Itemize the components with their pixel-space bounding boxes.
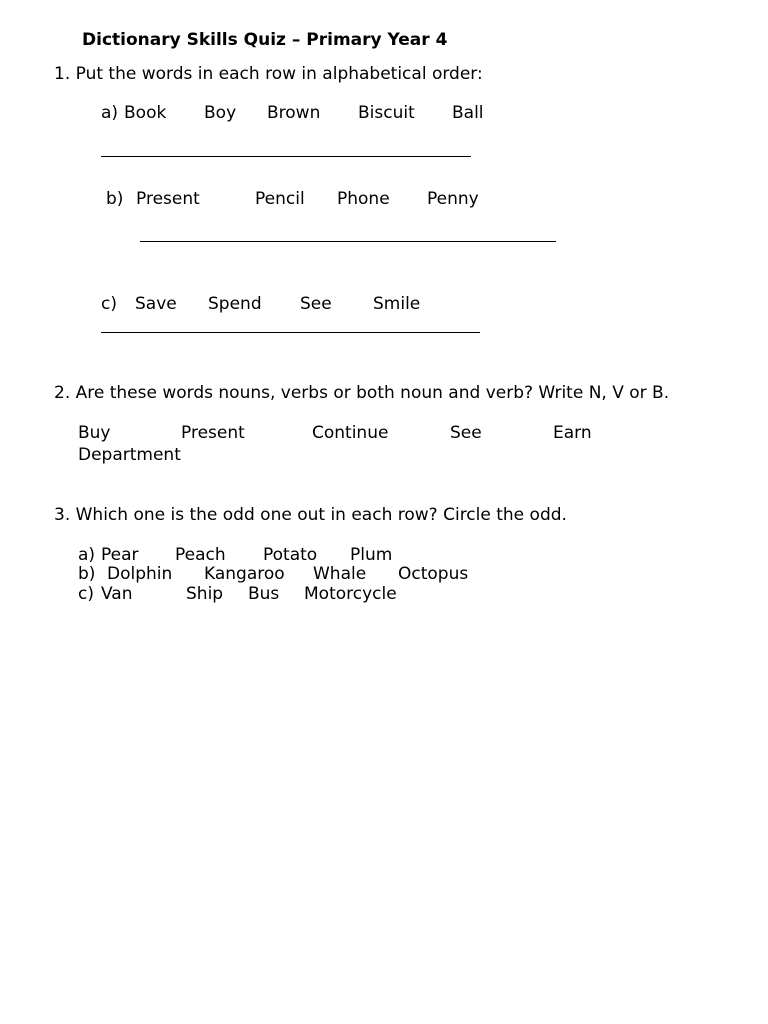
q1-a-word: Ball [452,103,484,123]
q3-a-word[interactable]: Potato [263,545,318,565]
q1-a-label: a) [101,103,119,123]
q2-word: Department [78,445,181,465]
q3-b-word[interactable]: Dolphin [107,564,173,584]
q2-word: Buy [78,423,111,443]
q1-a-word: Biscuit [358,103,415,123]
q1-b-word: Pencil [255,189,305,209]
answer-line-1b[interactable] [140,241,556,242]
q3-a-word[interactable]: Pear [101,545,139,565]
q3-a-word[interactable]: Peach [175,545,226,565]
q3-c-word[interactable]: Motorcycle [304,584,397,604]
q3-b-word[interactable]: Whale [313,564,367,584]
q2-word: Continue [312,423,389,443]
q1-a-word: Brown [267,103,321,123]
q3-c-word[interactable]: Ship [186,584,224,604]
q1-a-word: Boy [204,103,237,123]
q1-c-word: See [300,294,332,314]
q3-b-label: b) [78,564,96,584]
q3-a-label: a) [78,545,96,565]
q1-b-label: b) [106,189,124,209]
q1-c-word: Spend [208,294,262,314]
question-2-prompt: 2. Are these words nouns, verbs or both noun and verb? Write N, V or B. [54,383,670,403]
q1-c-word: Save [135,294,177,314]
q2-word: See [450,423,482,443]
q3-c-word[interactable]: Bus [248,584,280,604]
q3-b-word[interactable]: Kangaroo [204,564,285,584]
q1-b-word: Phone [337,189,390,209]
q1-b-word: Penny [427,189,479,209]
q1-a-word: Book [124,103,167,123]
q2-word: Present [181,423,245,443]
answer-line-1a[interactable] [101,156,471,157]
question-3-prompt: 3. Which one is the odd one out in each row? Circle the odd. [54,505,567,525]
page-title: Dictionary Skills Quiz – Primary Year 4 [82,30,448,50]
answer-line-1c[interactable] [101,332,480,333]
q1-b-word: Present [136,189,200,209]
q2-word: Earn [553,423,592,443]
q3-a-word[interactable]: Plum [350,545,393,565]
q3-b-word[interactable]: Octopus [398,564,469,584]
q1-c-word: Smile [373,294,421,314]
question-1-prompt: 1. Put the words in each row in alphabetical order: [54,64,483,84]
q3-c-word[interactable]: Van [101,584,133,604]
q3-c-label: c) [78,584,94,604]
q1-c-label: c) [101,294,117,314]
